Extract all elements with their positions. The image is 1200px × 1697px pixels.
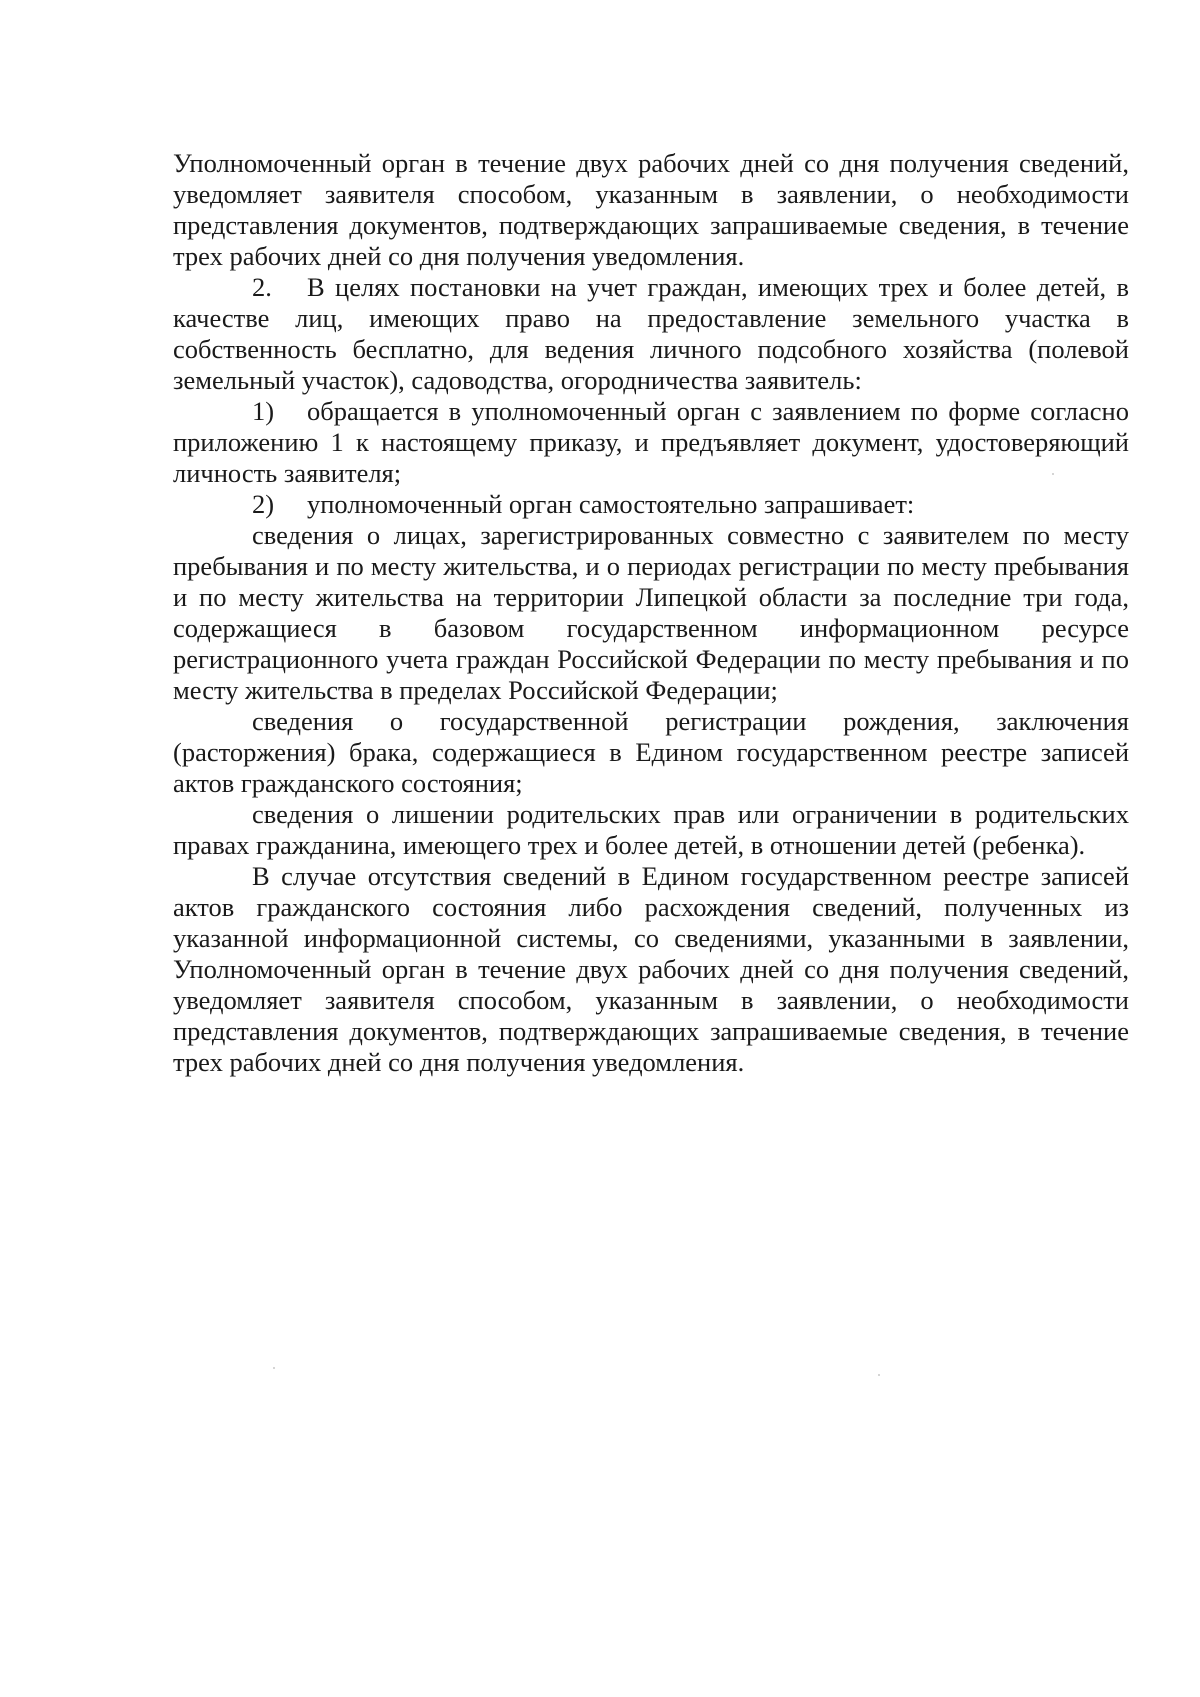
subitem-number: 2): [252, 489, 275, 519]
paragraph-text: сведения о государственной регистрации рождения, заключения (расторжения) брака, содержащиеся в Едином государственном реестре записей актов гражданского состояния;: [173, 706, 1129, 798]
paragraph-text: В случае отсутствия сведений в Едином государственном реестре записей актов гражданского состояния либо расхождения сведений, полученных из указанной информационной системы, со сведениями, указанными в заявлении, Уполномоченный орган в течение двух рабочих дней со дня получения сведений, уведомляет заявителя способом, указанным в заявлении, о необходимости представления документов, подтверждающих запрашиваемые сведения, в течение трех рабочих дней со дня получения уведомления.: [173, 861, 1129, 1077]
scan-speck: [878, 1374, 880, 1376]
paragraph-text: В целях постановки на учет граждан, имеющих трех и более детей, в качестве лиц, имеющих право на предоставление земельного участка в собственность бесплатно, для ведения личного подсобного хозяйства (полевой земельный участок), садоводства, огородничества заявитель:: [173, 272, 1129, 395]
paragraph-text: сведения о лишении родительских прав или ограничении в родительских правах гражданина, имеющего трех и более детей, в отношении детей (ребенка).: [173, 799, 1129, 860]
subitem-1: [173, 396, 1129, 489]
paragraph-absence-case: [173, 861, 1129, 1078]
item-number: 2.: [252, 272, 272, 302]
subitem-number: 1): [252, 396, 275, 426]
paragraph-text: уполномоченный орган самостоятельно запрашивает:: [307, 489, 915, 519]
paragraph-item-2: [173, 272, 1129, 396]
document-body: [173, 148, 1129, 1078]
paragraph-continuation: [173, 148, 1129, 272]
subitem-2: [173, 489, 1129, 520]
scan-speck: [1052, 473, 1054, 475]
paragraph-registration-info: [173, 520, 1129, 706]
paragraph-civil-status-info: [173, 706, 1129, 799]
paragraph-text: обращается в уполномоченный орган с заявлением по форме согласно приложению 1 к настоящему приказу, и предъявляет документ, удостоверяющий личность заявителя;: [173, 396, 1129, 488]
paragraph-parental-rights-info: [173, 799, 1129, 861]
scan-speck: [273, 1367, 275, 1369]
paragraph-text: Уполномоченный орган в течение двух рабочих дней со дня получения сведений, уведомляет заявителя способом, указанным в заявлении, о необходимости представления документов, подтверждающих запрашиваемые сведения, в течение трех рабочих дней со дня получения уведомления.: [173, 148, 1129, 271]
paragraph-text: сведения о лицах, зарегистрированных совместно с заявителем по месту пребывания и по месту жительства, и о периодах регистрации по месту пребывания и по месту жительства на территории Липецкой области за последние три года, содержащиеся в базовом государственном информационном ресурсе регистрационного учета граждан Российской Федерации по месту пребывания и по месту жительства в пределах Российской Федерации;: [173, 520, 1129, 705]
